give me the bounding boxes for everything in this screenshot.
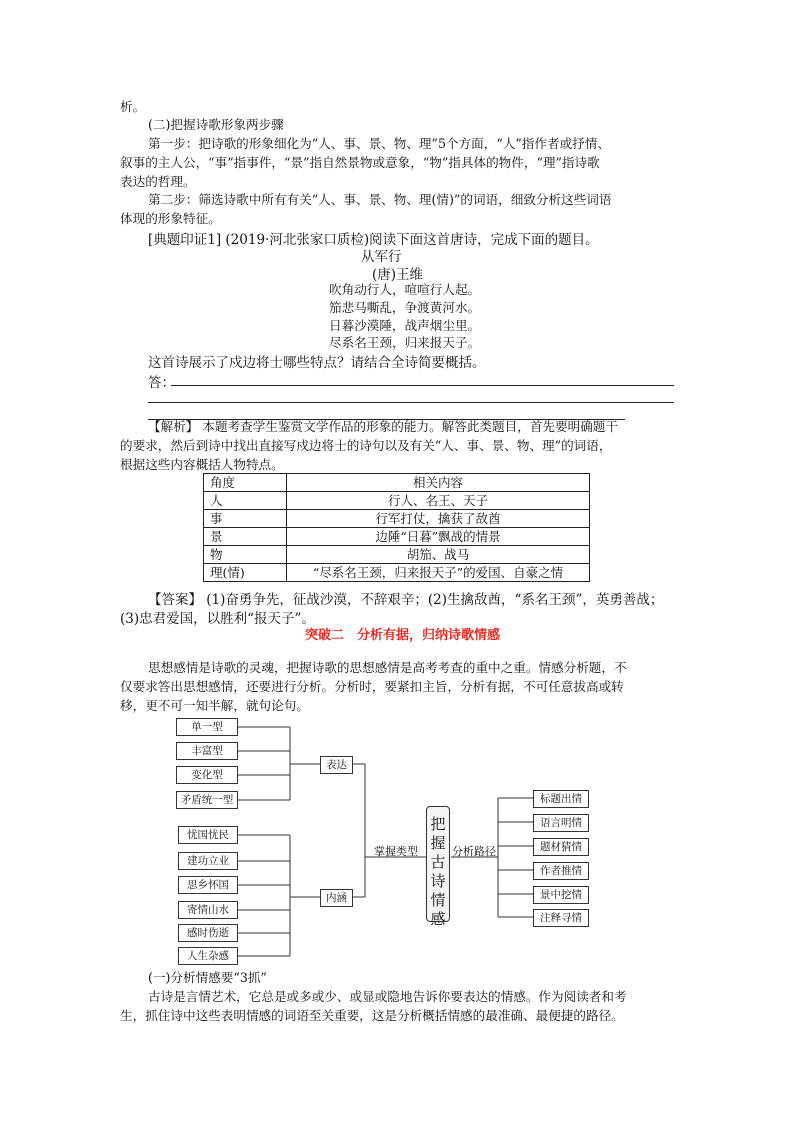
poem-title: 从军行: [361, 249, 402, 265]
analysis-table: [203, 473, 590, 582]
question: 这首诗展示了戍边将士哪些特点？请结合全诗简要概括。: [148, 355, 486, 371]
poem-line: 尽系名王颈，归来报天子。: [329, 335, 481, 350]
table-cell: 人: [204, 492, 287, 510]
table-cell: 行军打仗，擒获了敌酋: [287, 510, 590, 528]
table-header: 角度: [204, 474, 287, 492]
poem-line: 吹角动行人，喧喧行人起。: [329, 282, 481, 297]
diagram-box-path: 题材猜情: [533, 838, 589, 856]
table-cell: 理(情): [204, 564, 287, 582]
diagram-box-path: 语言明情: [533, 814, 589, 832]
diagram-box-path: 景中挖情: [533, 886, 589, 904]
answer-label: 答：: [148, 375, 175, 391]
text-line: 移，更不可一知半解，就句论句。: [120, 698, 309, 713]
diagram-box-path: 注释寻情: [533, 909, 589, 927]
analysis-line: 根据这些内容概括人物特点。: [120, 457, 284, 472]
poem-line: 笳悲马嘶乱，争渡黄河水。: [329, 300, 481, 315]
section-heading: (一)分析情感要“3抓”: [148, 970, 267, 985]
text-line: 表达的哲理。: [120, 174, 196, 189]
table-cell: 事: [204, 510, 287, 528]
table-row: [204, 492, 590, 510]
diagram-box-connotation: 内涵: [320, 889, 353, 907]
answer-line[interactable]: [171, 385, 674, 386]
section-title: 突破二 分析有据，归纳诗歌情感: [305, 628, 501, 643]
example-intro: [典题印证1] (2019·河北张家口质检)阅读下面这首唐诗，完成下面的题目。: [148, 232, 599, 248]
table-header-row: [204, 474, 590, 492]
table-row: [204, 546, 590, 564]
diagram-box-type: 丰富型: [176, 742, 238, 760]
table-cell: 边陲“日暮”飘战的情景: [287, 528, 590, 546]
table-row: [204, 510, 590, 528]
diagram-box-path: 标题出情: [533, 790, 589, 808]
diagram-box-content: 建功立业: [178, 852, 238, 870]
analysis-line: 【解析】 本题考查学生鉴赏文学作品的形象的能力。解答此类题目，首先要明确题干: [148, 419, 618, 434]
table-cell: 胡笳、战马: [287, 546, 590, 564]
text-line: 叙事的主人公，“事”指事件，“景”指自然景物或意象，“物”指具体的物件，“理”指诗歌: [120, 155, 600, 170]
diagram-center-text: 把握古诗情感: [430, 815, 446, 928]
answer-line[interactable]: [148, 402, 674, 403]
table-header: 相关内容: [287, 474, 590, 492]
text-line: 第一步：把诗歌的形象细化为“人、事、景、物、理”5个方面，“人”指作者或抒情、: [148, 136, 610, 151]
diagram-label-paths: 分析路径: [452, 845, 496, 858]
diagram-label-types: 掌握类型: [374, 845, 418, 858]
diagram-box-type: 单一型: [176, 718, 238, 736]
text-line: 古诗是言情艺术，它总是或多或少、或显或隐地告诉你要表达的情感。作为阅读者和考: [148, 989, 627, 1004]
diagram-box-type: 矛盾统一型: [176, 791, 238, 809]
diagram-box-expression: 表达: [320, 756, 353, 774]
table-cell: 行人、名王、天子: [287, 492, 590, 510]
answer-line: (3)忠君爱国，以胜利“报天子”。: [120, 611, 315, 627]
table-cell: 物: [204, 546, 287, 564]
text-line: 仅要求答出思想感情，还要进行分析。分析时，要紧扣主旨，分析有据，不可任意拔高或转: [120, 679, 624, 694]
diagram-box-content: 寄情山水: [178, 901, 238, 919]
diagram-box-content: 感时伤逝: [178, 924, 238, 942]
section-heading: (二)把握诗歌形象两步骤: [148, 117, 284, 132]
diagram-box-content: 思乡怀国: [178, 876, 238, 894]
diagram-box-path: 作者推情: [533, 862, 589, 880]
diagram-box-content: 人生杂感: [178, 947, 238, 965]
text-line: 生，抓住诗中这些表明情感的词语至关重要，这是分析概括情感的最准确、最便捷的路径。: [120, 1008, 624, 1023]
answer-line: 【答案】 (1)奋勇争先，征战沙漠，不辞艰辛；(2)生擒敌酋，“系名王颈”，英勇善战；: [148, 592, 664, 608]
diagram-box-content: 忧国忧民: [178, 826, 238, 844]
text-line: 析。: [120, 99, 146, 114]
table-cell: 景: [204, 528, 287, 546]
poem-line: 日暮沙漠陲，战声烟尘里。: [329, 318, 481, 333]
text-line: 第二步：筛选诗歌中所有有关“人、事、景、物、理(情)”的词语，细致分析这些词语: [148, 192, 612, 207]
table-row: [204, 564, 590, 582]
diagram-center-box: [426, 806, 450, 928]
poem-author: (唐)王维: [372, 267, 424, 283]
table-row: [204, 528, 590, 546]
table-cell: “尽系名王颈，归来报天子”的爱国、自豪之情: [287, 564, 590, 582]
analysis-line: 的要求，然后到诗中找出直接写戍边将士的诗句以及有关“人、事、景、物、理”的词语，: [120, 438, 612, 453]
text-line: 思想感情是诗歌的灵魂，把握诗歌的思想感情是高考考查的重中之重。情感分析题，不: [148, 660, 627, 675]
diagram-box-type: 变化型: [176, 766, 238, 784]
text-line: 体现的形象特征。: [120, 211, 221, 226]
